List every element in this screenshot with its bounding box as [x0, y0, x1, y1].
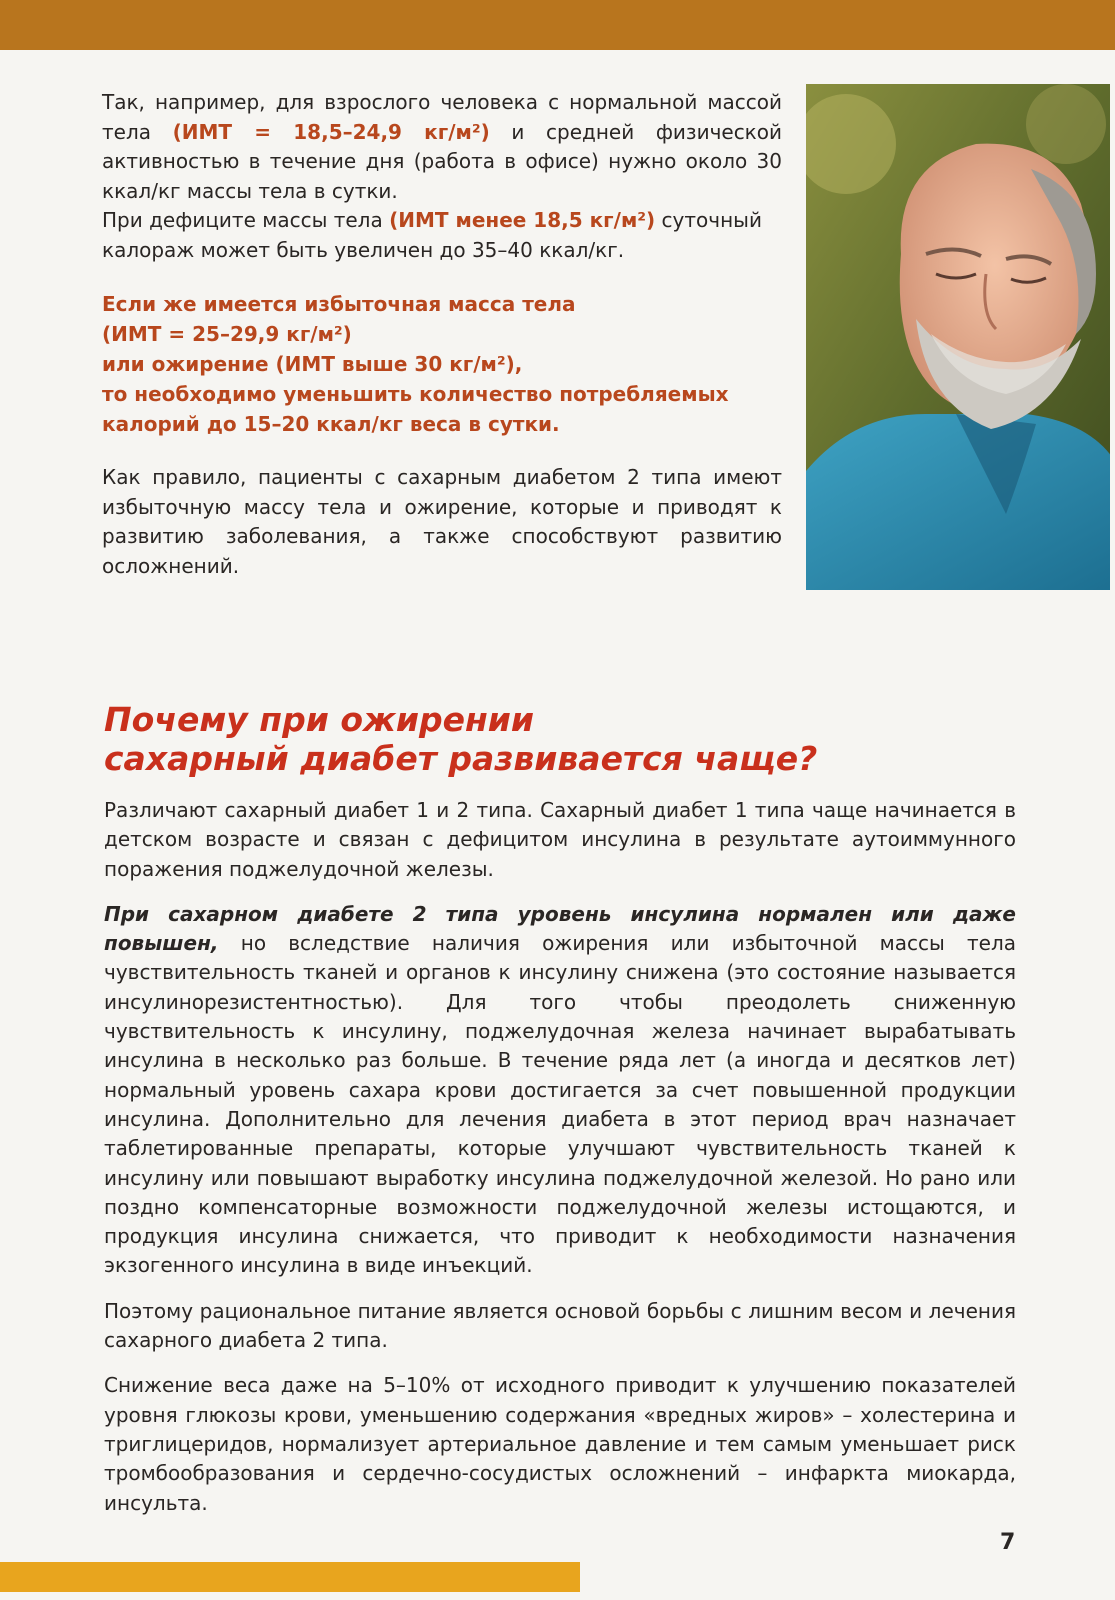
page-number: 7: [1000, 1530, 1016, 1555]
main-body: [104, 796, 1016, 1534]
warning-line: калорий до 15–20 ккал/кг веса в сутки.: [102, 412, 560, 436]
warning-line: Если же имеется избыточная масса тела: [102, 292, 576, 316]
section-heading: [104, 700, 864, 778]
warning-line: то необходимо уменьшить количество потребляемых: [102, 382, 729, 406]
intro-section: [102, 88, 782, 581]
diabetes-types-paragraph: Различают сахарный диабет 1 и 2 типа. Сахарный диабет 1 типа чаще начинается в детском возрасте и связан с дефицитом инсулина в результате аутоиммунного поражения поджелудочной железы.: [104, 798, 1016, 881]
insulin-resistance-paragraph: [104, 900, 1016, 1281]
p1-text-a: Так, например, для взрослого человека с нормальной массой тела: [102, 90, 782, 144]
p2-text-b: суточный калораж может быть увеличен до 35–40 ккал/кг.: [102, 208, 762, 262]
heading-line-1: Почему при ожирении: [104, 700, 535, 739]
p2-text-a: При дефиците массы тела: [102, 208, 390, 232]
top-color-band: [0, 0, 1115, 50]
warning-line: или ожирение (ИМТ выше 30 кг/м²),: [102, 352, 523, 376]
p1-text-b: и средней физической активностью в течение дня (работа в офисе) нужно около 30 ккал/кг массы тела в сутки.: [102, 119, 782, 203]
weight-loss-paragraph: Снижение веса даже на 5–10% от исходного приводит к улучшению показателей уровня глюкозы крови, уменьшению содержания «вредных жиров» – холестерина и триглицеридов, нормализует артериальное давление и тем самым уменьшает риск тромбообразования и сердечно-сосудистых осложнений – инфаркта миокарда, инсульта.: [104, 1373, 1016, 1515]
overweight-warning: [102, 289, 782, 439]
normal-weight-paragraph: [102, 88, 782, 206]
bmi-normal-range: (ИМТ = 18,5–24,9 кг/м²): [172, 119, 490, 144]
bmi-underweight-range: (ИМТ менее 18,5 кг/м²): [389, 208, 656, 232]
bottom-color-band: [0, 1562, 580, 1592]
heading-line-2: сахарный диабет развивается чаще?: [104, 739, 818, 778]
photo-older-man: [806, 84, 1110, 590]
insulin-level-emphasis: При сахарном диабете 2 типа уровень инсулина нормален или даже повышен,: [104, 901, 1016, 956]
warning-line: (ИМТ = 25–29,9 кг/м²): [102, 322, 352, 346]
insulin-resistance-text: но вследствие наличия ожирения или избыточной массы тела чувствительность тканей и органов к инсулину снижена (это состояние называется инсулинорезистентностью). Для того чтобы преодолеть сниженную чувствительность к инсулину, поджелудочная железа начинает вырабатывать инсулина в несколько раз больше. В течение ряда лет (а иногда и десятков лет) нормальный уровень сахара крови достигается за счет повышенной продукции инсулина. Дополнительно для лечения диабета в этот период врач назначает таблетированные препараты, которые улучшают чувствительность тканей к инсулину или повышают выработку инсулина поджелудочной железой. Но рано или поздно компенсаторные возможности поджелудочной железы истощаются, и продукция инсулина снижается, что приводит к необходимости назначения экзогенного инсулина в виде инъекций.: [104, 931, 1016, 1278]
underweight-paragraph: [102, 206, 782, 265]
nutrition-paragraph: Поэтому рациональное питание является основой борьбы с лишним весом и лечения сахарного диабета 2 типа.: [104, 1298, 1016, 1353]
diabetes-obesity-paragraph: Как правило, пациенты с сахарным диабетом 2 типа имеют избыточную массу тела и ожирение, которые и приводят к развитию заболевания, а также способствуют развитию осложнений.: [102, 465, 782, 578]
